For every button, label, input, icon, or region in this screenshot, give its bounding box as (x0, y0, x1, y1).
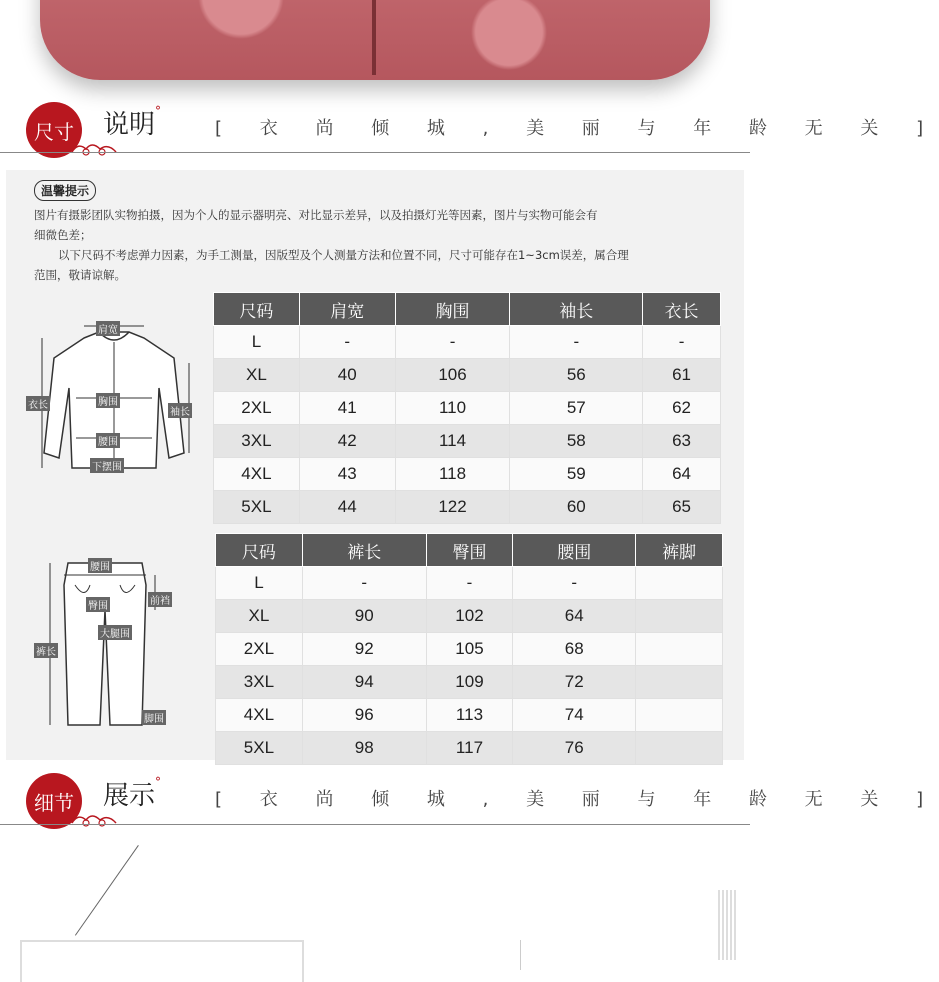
table-cell (636, 567, 723, 600)
tip-line: 图片有摄影团队实物拍摄，因为个人的显示器明亮、对比显示差异，以及拍摄灯光等因素，图片与实物可能会有 (34, 208, 598, 222)
divider (0, 824, 750, 825)
label-length: 衣长 (26, 396, 50, 411)
detail-image-texture (718, 890, 738, 960)
label-rise: 前裆 (148, 592, 172, 607)
column-header: 腰围 (513, 534, 636, 567)
column-header: 裤长 (302, 534, 426, 567)
table-row (214, 491, 721, 524)
label-sleeve: 袖长 (168, 403, 192, 418)
zipper-detail (372, 0, 376, 75)
table-cell: 90 (302, 600, 426, 633)
table-cell: 68 (513, 633, 636, 666)
pants-measurement-diagram (30, 555, 180, 735)
table-row (214, 359, 721, 392)
column-header: 臀围 (426, 534, 513, 567)
table-cell: - (510, 326, 643, 359)
detail-image-edge (520, 940, 521, 970)
table-cell: XL (216, 600, 303, 633)
table-cell: - (299, 326, 395, 359)
table-cell: 106 (395, 359, 510, 392)
table-cell: 58 (510, 425, 643, 458)
label-thigh: 大腿围 (98, 625, 132, 640)
label-waist: 腰围 (96, 433, 120, 448)
table-row (214, 458, 721, 491)
table-header-row (216, 534, 723, 567)
table-cell: 63 (643, 425, 721, 458)
table-row (216, 600, 723, 633)
table-cell: L (216, 567, 303, 600)
table-cell: 56 (510, 359, 643, 392)
table-cell: 117 (426, 732, 513, 765)
label-pants-length: 裤长 (34, 643, 58, 658)
table-cell: 61 (643, 359, 721, 392)
table-cell: 59 (510, 458, 643, 491)
table-row (216, 666, 723, 699)
table-cell (636, 600, 723, 633)
table-cell: 105 (426, 633, 513, 666)
table-cell: 5XL (216, 732, 303, 765)
table-cell: 43 (299, 458, 395, 491)
cloud-icon (70, 140, 120, 158)
table-cell: - (513, 567, 636, 600)
top-size-table (213, 292, 721, 524)
detail-image-frame (20, 940, 304, 982)
column-header: 肩宽 (299, 293, 395, 326)
table-row (214, 326, 721, 359)
table-cell: 5XL (214, 491, 300, 524)
tip-line: 细微色差； (34, 228, 92, 242)
size-seal: 尺寸 (26, 102, 82, 158)
table-cell: 76 (513, 732, 636, 765)
table-row (216, 633, 723, 666)
table-cell: 122 (395, 491, 510, 524)
table-cell: 3XL (214, 425, 300, 458)
tips-badge: 温馨提示 (34, 180, 96, 201)
table-cell (636, 666, 723, 699)
label-shoulder: 肩宽 (96, 321, 120, 336)
table-cell: 94 (302, 666, 426, 699)
detail-slogan: [ 衣 尚 倾 城 , 美 丽 与 年 龄 无 关 ] (215, 789, 939, 810)
table-cell: 98 (302, 732, 426, 765)
table-cell: - (302, 567, 426, 600)
table-cell: L (214, 326, 300, 359)
table-row (214, 392, 721, 425)
detail-section-title: 展示° (103, 775, 162, 811)
divider (0, 152, 750, 153)
table-cell: 4XL (216, 699, 303, 732)
label-pants-waist: 腰围 (88, 558, 112, 573)
table-row (216, 567, 723, 600)
column-header: 尺码 (216, 534, 303, 567)
table-cell: 92 (302, 633, 426, 666)
table-cell: 4XL (214, 458, 300, 491)
table-row (214, 425, 721, 458)
table-row (216, 732, 723, 765)
table-cell: 57 (510, 392, 643, 425)
product-photo (0, 0, 750, 92)
table-cell: 42 (299, 425, 395, 458)
size-slogan: [ 衣 尚 倾 城 , 美 丽 与 年 龄 无 关 ] (215, 118, 939, 139)
table-cell: 64 (643, 458, 721, 491)
table-cell: 102 (426, 600, 513, 633)
table-cell: 2XL (216, 633, 303, 666)
table-cell: 62 (643, 392, 721, 425)
table-cell: 74 (513, 699, 636, 732)
top-measurement-diagram (24, 318, 204, 478)
tip-line: 以下尺码不考虑弹力因素，为手工测量，因版型及个人测量方法和位置不同，尺寸可能存在1~3cm误差，属合理 (58, 248, 629, 262)
table-cell: - (426, 567, 513, 600)
table-cell: 109 (426, 666, 513, 699)
table-cell: 113 (426, 699, 513, 732)
table-cell: 110 (395, 392, 510, 425)
table-header-row (214, 293, 721, 326)
table-cell: - (395, 326, 510, 359)
column-header: 胸围 (395, 293, 510, 326)
column-header: 衣长 (643, 293, 721, 326)
detail-seal: 细节 (26, 773, 82, 829)
table-cell: - (643, 326, 721, 359)
table-cell: 65 (643, 491, 721, 524)
table-cell: 40 (299, 359, 395, 392)
cloud-icon (70, 811, 120, 829)
column-header: 裤脚 (636, 534, 723, 567)
table-cell: 44 (299, 491, 395, 524)
table-cell: 60 (510, 491, 643, 524)
table-cell: 72 (513, 666, 636, 699)
label-hem: 下摆围 (90, 458, 124, 473)
label-leg: 脚围 (142, 710, 166, 725)
table-cell (636, 633, 723, 666)
table-cell (636, 732, 723, 765)
label-hip: 臀围 (86, 597, 110, 612)
table-cell: 96 (302, 699, 426, 732)
table-cell (636, 699, 723, 732)
column-header: 尺码 (214, 293, 300, 326)
column-header: 袖长 (510, 293, 643, 326)
table-cell: 3XL (216, 666, 303, 699)
size-section-title: 说明° (103, 104, 162, 140)
label-chest: 胸围 (96, 393, 120, 408)
table-row (216, 699, 723, 732)
table-cell: 118 (395, 458, 510, 491)
tip-line: 范围，敬请谅解。 (34, 268, 126, 282)
table-cell: 2XL (214, 392, 300, 425)
pants-size-table (215, 533, 723, 765)
table-cell: 41 (299, 392, 395, 425)
table-cell: XL (214, 359, 300, 392)
table-cell: 64 (513, 600, 636, 633)
decorative-line (75, 845, 139, 936)
table-cell: 114 (395, 425, 510, 458)
